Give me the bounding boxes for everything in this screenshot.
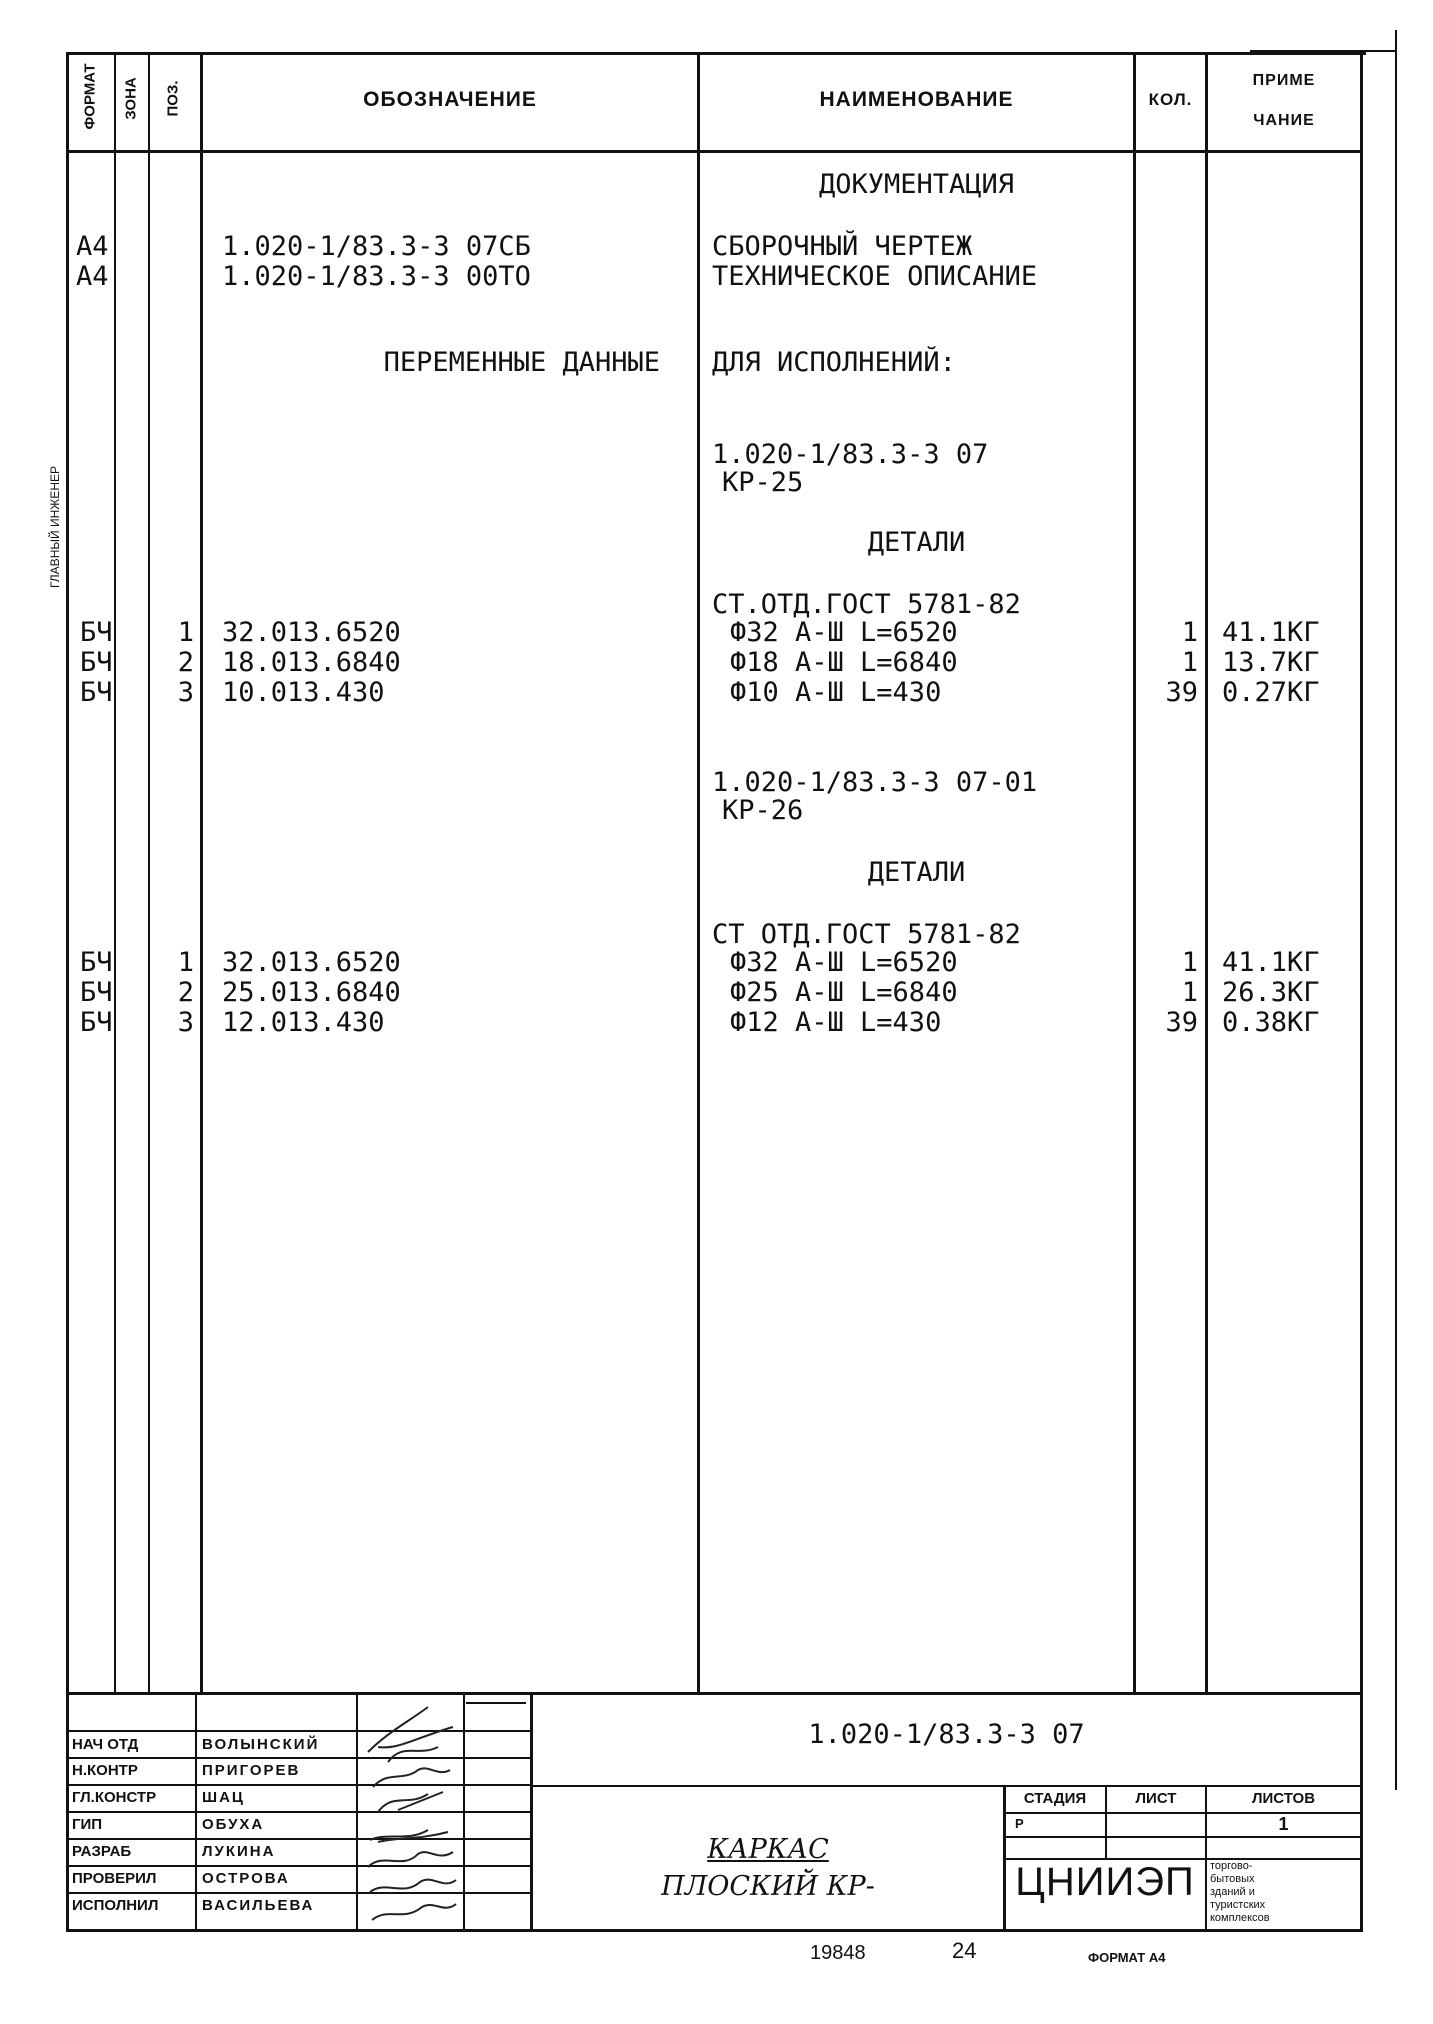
row-qty: 1 [1181, 947, 1198, 978]
row-pos: 3 [177, 677, 194, 708]
row-designation: 12.013.430 [222, 1007, 385, 1038]
row-note: 26.3КГ [1222, 977, 1320, 1008]
doc-designation: 1.020-1/83.3-3 00ТО [222, 261, 531, 292]
page-edge-right [1395, 30, 1397, 1790]
side-stamp: ГЛАВНЫЙ ИНЖЕНЕР [48, 466, 62, 589]
steel-standard: СТ ОТД.ГОСТ 5781-82 [712, 919, 1021, 950]
row-designation: 18.013.6840 [222, 647, 401, 678]
row-pos: 1 [177, 947, 194, 978]
footer-page: 24 [952, 1938, 977, 1963]
row-format: БЧ [80, 617, 113, 648]
tb-role: ГЛ.КОНСТР [72, 1789, 157, 1806]
doc-name: СБОРОЧНЫЙ ЧЕРТЕЖ [712, 231, 973, 262]
tb-role: ИСПОЛНИЛ [72, 1897, 159, 1914]
title-block-top [66, 1692, 1363, 1695]
tb-role: РАЗРАБ [72, 1843, 132, 1860]
variant-code: 1.020-1/83.3-3 07 [712, 439, 989, 470]
row-designation: 10.013.430 [222, 677, 385, 708]
header-format: ФОРМАТ [81, 63, 99, 130]
row-qty: 1 [1181, 647, 1198, 678]
tb-stage-value: Р [1015, 1816, 1024, 1831]
row-designation: 32.013.6520 [222, 617, 401, 648]
row-format: БЧ [80, 677, 113, 708]
tb-stage-label: СТАДИЯ [1023, 1790, 1087, 1807]
tb-org-desc-line: торгово- [1210, 1860, 1253, 1872]
variant-mark: КР-26 [722, 795, 804, 826]
variable-data-for: ДЛЯ ИСПОЛНЕНИЙ: [712, 347, 956, 378]
frame-bottom [66, 1929, 1363, 1932]
col-div-pos [200, 52, 203, 1692]
row-pos: 2 [177, 647, 194, 678]
parts-title: ДЕТАЛИ [867, 857, 966, 888]
tb-sheets-label: ЛИСТОВ [1251, 1790, 1316, 1807]
variable-data-label: ПЕРЕМЕННЫЕ ДАННЫЕ [383, 347, 660, 378]
tb-doc-code: 1.020-1/83.3-3 07 [808, 1719, 1085, 1750]
row-name: Ф25 А-Ш L=6840 [730, 977, 958, 1008]
signatures-icon [358, 1692, 463, 1932]
row-note: 41.1КГ [1222, 617, 1320, 648]
col-div-format [114, 52, 116, 1692]
header-designation: ОБОЗНАЧЕНИЕ [363, 88, 537, 111]
row-format: БЧ [80, 977, 113, 1008]
tb-code-line [530, 1785, 1363, 1787]
header-zone: ЗОНА [122, 77, 140, 120]
tb-role: НАЧ ОТД [72, 1736, 139, 1753]
row-name: Ф32 А-Ш L=6520 [730, 617, 958, 648]
doc-name: ТЕХНИЧЕСКОЕ ОПИСАНИЕ [712, 261, 1038, 292]
header-note-line1: ПРИМЕ [1252, 72, 1316, 89]
tb-person: ШАЦ [202, 1789, 245, 1806]
tb-title-line1: КАРКАС [707, 1834, 829, 1865]
variant-code: 1.020-1/83.3-3 07-01 [712, 767, 1038, 798]
row-pos: 3 [177, 1007, 194, 1038]
frame-left [66, 52, 69, 1932]
variant-mark: КР-25 [722, 467, 804, 498]
steel-standard: СТ.ОТД.ГОСТ 5781-82 [712, 589, 1021, 620]
tb-org-name: ЦНИИЭП [1015, 1860, 1195, 1904]
tb-stage-line2 [1003, 1836, 1363, 1838]
row-format: БЧ [80, 1007, 113, 1038]
header-separator [66, 150, 1363, 153]
tb-person: ВАСИЛЬЕВА [202, 1897, 315, 1914]
tb-org-desc-line: бытовых [1210, 1873, 1255, 1885]
tb-title-line2: ПЛОСКИЙ КР- [661, 1871, 875, 1902]
row-format: БЧ [80, 647, 113, 678]
col-div-name [1133, 52, 1136, 1692]
row-designation: 25.013.6840 [222, 977, 401, 1008]
frame-right [1360, 52, 1363, 1932]
row-name: Ф10 А-Ш L=430 [730, 677, 942, 708]
row-note: 41.1КГ [1222, 947, 1320, 978]
row-qty: 39 [1165, 1007, 1198, 1038]
tb-person: ЛУКИНА [202, 1843, 276, 1860]
header-qty: КОЛ. [1148, 90, 1193, 109]
header-pos: ПОЗ. [164, 80, 182, 117]
footer-number: 19848 [810, 1942, 866, 1964]
tb-person: ВОЛЫНСКИЙ [202, 1736, 320, 1753]
doc-format: А4 [76, 231, 109, 262]
doc-designation: 1.020-1/83.3-3 07СБ [222, 231, 531, 262]
tb-org-div [1205, 1858, 1207, 1932]
row-note: 13.7КГ [1222, 647, 1320, 678]
tb-org-desc [1210, 1860, 1360, 1925]
page-edge-top [1250, 50, 1395, 52]
tb-top-dash [466, 1702, 526, 1704]
row-qty: 1 [1181, 617, 1198, 648]
tb-person: ОСТРОВА [202, 1870, 290, 1887]
row-qty: 1 [1181, 977, 1198, 1008]
row-designation: 32.013.6520 [222, 947, 401, 978]
col-div-zone [148, 52, 150, 1692]
tb-sheets-value: 1 [1278, 1814, 1289, 1834]
doc-format: А4 [76, 261, 109, 292]
tb-org-desc-line: туристских [1210, 1899, 1266, 1911]
tb-org-desc-line: комплексов [1210, 1912, 1270, 1924]
row-name: Ф32 А-Ш L=6520 [730, 947, 958, 978]
row-name: Ф12 А-Ш L=430 [730, 1007, 942, 1038]
tb-org-desc-line: зданий и [1210, 1886, 1255, 1898]
footer-format: ФОРМАТ А4 [1088, 1950, 1166, 1965]
frame-top [66, 52, 1366, 55]
row-note: 0.27КГ [1222, 677, 1320, 708]
row-name: Ф18 А-Ш L=6840 [730, 647, 958, 678]
row-qty: 39 [1165, 677, 1198, 708]
parts-title: ДЕТАЛИ [867, 527, 966, 558]
tb-sheet-label: ЛИСТ [1135, 1790, 1177, 1807]
tb-role: ПРОВЕРИЛ [72, 1870, 157, 1887]
row-pos: 2 [177, 977, 194, 1008]
header-name: НАИМЕНОВАНИЕ [819, 88, 1014, 111]
tb-role: ГИП [72, 1816, 103, 1833]
col-div-qty [1205, 52, 1208, 1692]
section-documentation: ДОКУМЕНТАЦИЯ [818, 169, 1015, 200]
tb-person: ПРИГОРЕВ [202, 1762, 301, 1779]
tb-person: ОБУХА [202, 1816, 265, 1833]
row-note: 0.38КГ [1222, 1007, 1320, 1038]
row-pos: 1 [177, 617, 194, 648]
row-format: БЧ [80, 947, 113, 978]
tb-role: Н.КОНТР [72, 1762, 138, 1779]
header-note-line2: ЧАНИЕ [1253, 112, 1315, 129]
